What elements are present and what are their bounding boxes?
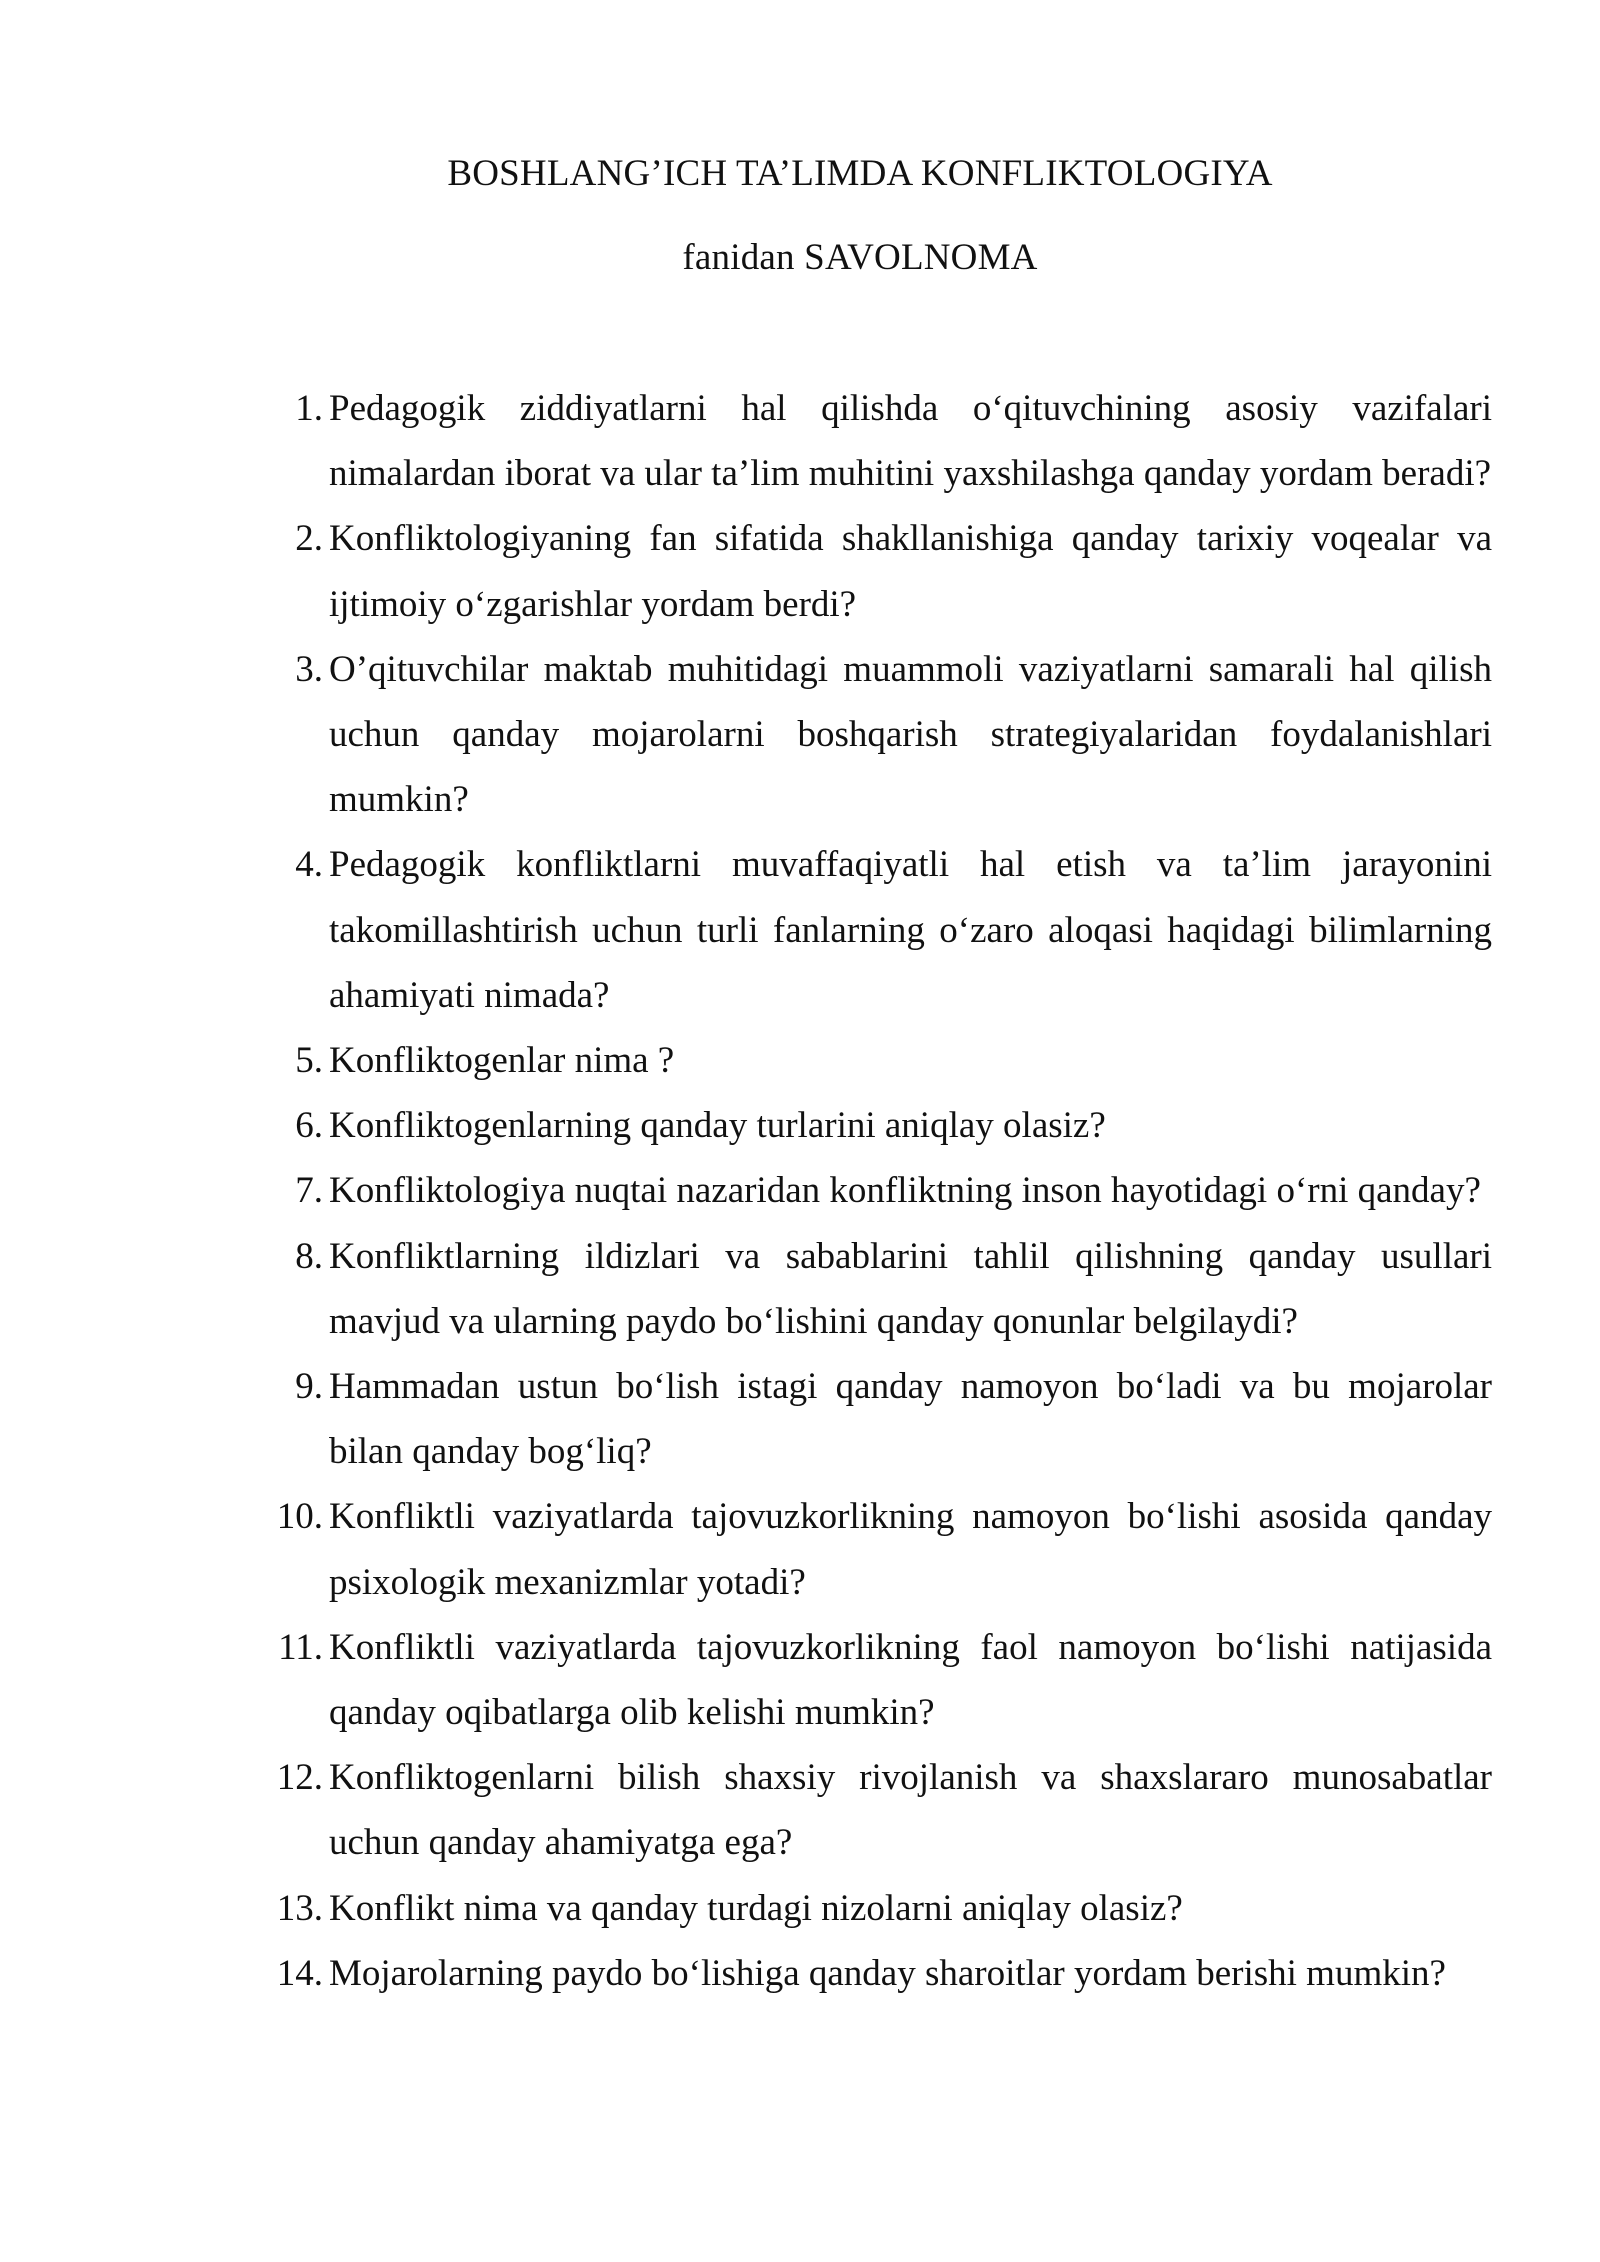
question-item (270, 1028, 1492, 1093)
question-number: 5. (295, 1040, 323, 1082)
question-item (270, 1484, 1492, 1614)
question-number: 1. (295, 388, 323, 429)
question-text: Konfliktlarning ildizlari va sabablarini tahlil qilishning qanday usullari mavjud va ularning paydo bo‘lishini qanday qonunlar belgilaydi? (329, 1235, 1492, 1342)
question-item (270, 832, 1492, 1028)
question-item (270, 1158, 1492, 1223)
question-item (270, 637, 1492, 833)
question-number: 6. (295, 1105, 323, 1147)
question-item (270, 376, 1492, 506)
question-text: Konfliktogenlarning qanday turlarini aniqlay olasiz? (329, 1105, 1106, 1147)
question-text: Konfliktli vaziyatlarda tajovuzkorlikning namoyon bo‘lishi asosida qanday psixologik mexanizmlar yotadi? (329, 1496, 1492, 1603)
question-text: Konfliktli vaziyatlarda tajovuzkorlikning faol namoyon bo‘lishi natijasida qanday oqibatlarga olib kelishi mumkin? (329, 1626, 1492, 1734)
document-title: BOSHLANG’ICH TA’LIMDA KONFLIKTOLOGIYA (447, 153, 1273, 194)
question-text: Konfliktogenlarni bilish shaxsiy rivojlanish va shaxslararo munosabatlar uchun qanday ahamiyatga ega? (329, 1757, 1492, 1864)
document-subtitle: fanidan SAVOLNOMA (682, 237, 1038, 278)
question-text: Konfliktologiyaning fan sifatida shakllanishiga qanday tarixiy voqealar va ijtimoiy o‘zgarishlar yordam berdi? (329, 518, 1492, 625)
question-item (270, 1745, 1492, 1875)
question-item (270, 1354, 1492, 1484)
question-number: 8. (295, 1235, 323, 1277)
question-list (270, 376, 1492, 2006)
question-text: Pedagogik ziddiyatlarni hal qilishda o‘qituvchining asosiy vazifalari nimalardan iborat va ular ta’lim muhitini yaxshilashga qanday yordam beradi? (329, 388, 1492, 495)
question-text: O’qituvchilar maktab muhitidagi muammoli vaziyatlarni samarali hal qilish uchun qanday mojarolarni boshqarish strategiyalaridan foydalanishlari mumkin? (329, 648, 1492, 821)
question-item (270, 1941, 1492, 2006)
question-item (270, 1876, 1492, 1941)
question-item (270, 1615, 1492, 1745)
question-text: Konflikt nima va qanday turdagi nizolarni aniqlay olasiz? (329, 1887, 1183, 1929)
question-item (270, 1093, 1492, 1158)
question-text: Konfliktogenlar nima ? (329, 1040, 675, 1082)
question-number: 10. (276, 1496, 323, 1538)
question-number: 12. (276, 1757, 323, 1799)
question-number: 7. (295, 1170, 323, 1212)
question-number: 9. (295, 1366, 323, 1408)
question-text: Mojarolarning paydo bo‘lishiga qanday sharoitlar yordam berishi mumkin? (329, 1952, 1446, 1994)
question-text: Konfliktologiya nuqtai nazaridan konfliktning inson hayotidagi o‘rni qanday? (329, 1170, 1481, 1212)
question-item (270, 506, 1492, 636)
question-number: 4. (295, 844, 323, 886)
question-text: Pedagogik konfliktlarni muvaffaqiyatli hal etish va ta’lim jarayonini takomillashtirish uchun turli fanlarning o‘zaro aloqasi haqidagi bilimlarning ahamiyati nimada? (329, 844, 1492, 1016)
question-number: 14. (276, 1952, 323, 1994)
question-number: 11. (278, 1626, 323, 1668)
question-number: 2. (295, 518, 323, 560)
question-number: 13. (276, 1887, 323, 1929)
question-item (270, 1224, 1492, 1354)
question-text: Hammadan ustun bo‘lish istagi qanday namoyon bo‘ladi va bu mojarolar bilan qanday bog‘liq? (329, 1366, 1492, 1473)
question-number: 3. (295, 648, 323, 690)
